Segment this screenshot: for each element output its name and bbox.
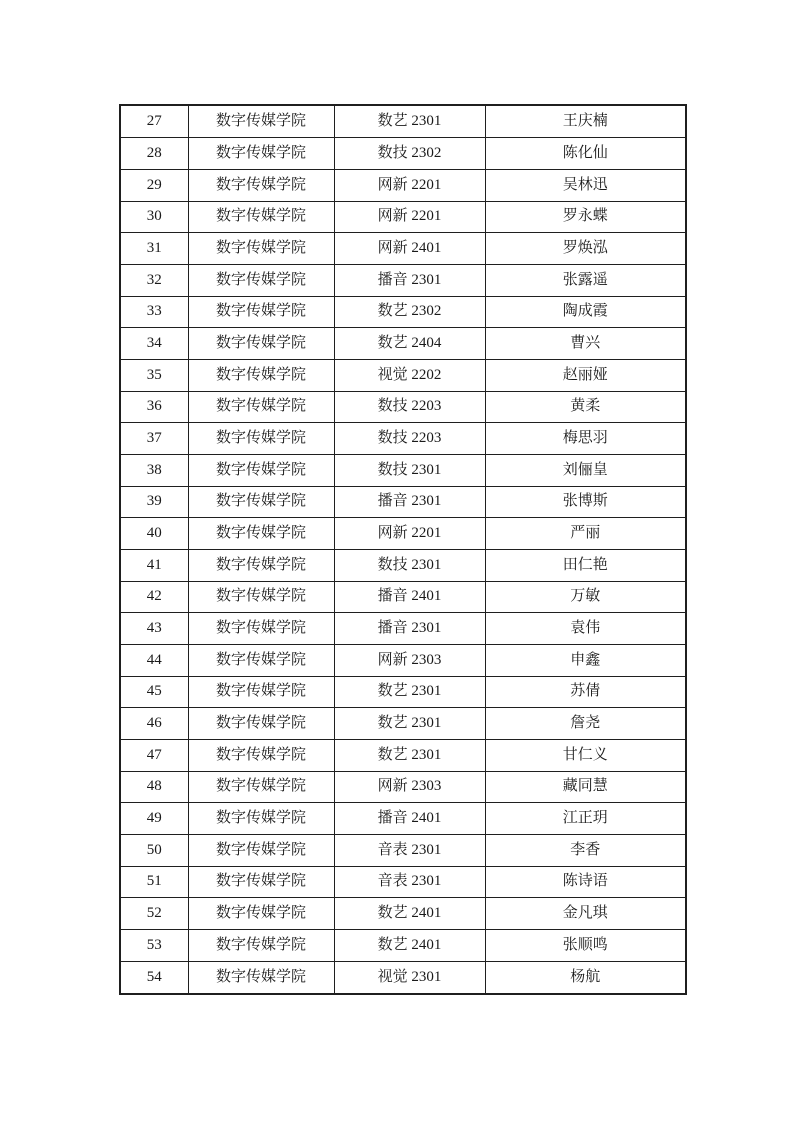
college-cell: 数字传媒学院: [188, 929, 334, 961]
table-row: [120, 676, 686, 708]
name-cell: 江正玥: [485, 803, 686, 835]
table-row: [120, 771, 686, 803]
row-number-cell: 28: [120, 138, 188, 170]
name-cell: 苏倩: [485, 676, 686, 708]
table-row: [120, 834, 686, 866]
college-cell: 数字传媒学院: [188, 296, 334, 328]
class-cell: 数技 2302: [334, 138, 485, 170]
table-row: [120, 898, 686, 930]
row-number-cell: 39: [120, 486, 188, 518]
class-cell: 播音 2301: [334, 613, 485, 645]
class-cell: 网新 2303: [334, 771, 485, 803]
row-number-cell: 38: [120, 454, 188, 486]
name-cell: 田仁艳: [485, 549, 686, 581]
college-cell: 数字传媒学院: [188, 518, 334, 550]
name-cell: 黄柔: [485, 391, 686, 423]
college-cell: 数字传媒学院: [188, 486, 334, 518]
row-number-cell: 53: [120, 929, 188, 961]
row-number-cell: 52: [120, 898, 188, 930]
class-cell: 数艺 2301: [334, 105, 485, 138]
name-cell: 赵丽娅: [485, 359, 686, 391]
row-number-cell: 36: [120, 391, 188, 423]
class-cell: 播音 2401: [334, 581, 485, 613]
college-cell: 数字传媒学院: [188, 328, 334, 360]
row-number-cell: 37: [120, 423, 188, 455]
table-row: [120, 391, 686, 423]
table-row: [120, 486, 686, 518]
row-number-cell: 35: [120, 359, 188, 391]
class-cell: 数技 2203: [334, 391, 485, 423]
class-cell: 数艺 2404: [334, 328, 485, 360]
row-number-cell: 47: [120, 739, 188, 771]
row-number-cell: 46: [120, 708, 188, 740]
college-cell: 数字传媒学院: [188, 613, 334, 645]
college-cell: 数字传媒学院: [188, 961, 334, 994]
name-cell: 张顺鸣: [485, 929, 686, 961]
name-cell: 刘俪皇: [485, 454, 686, 486]
name-cell: 曹兴: [485, 328, 686, 360]
name-cell: 陶成霞: [485, 296, 686, 328]
college-cell: 数字传媒学院: [188, 169, 334, 201]
name-cell: 金凡琪: [485, 898, 686, 930]
college-cell: 数字传媒学院: [188, 739, 334, 771]
row-number-cell: 42: [120, 581, 188, 613]
college-cell: 数字传媒学院: [188, 771, 334, 803]
class-cell: 播音 2301: [334, 486, 485, 518]
college-cell: 数字传媒学院: [188, 834, 334, 866]
name-cell: 吴林迅: [485, 169, 686, 201]
row-number-cell: 32: [120, 264, 188, 296]
college-cell: 数字传媒学院: [188, 264, 334, 296]
college-cell: 数字传媒学院: [188, 201, 334, 233]
table-row: [120, 359, 686, 391]
college-cell: 数字传媒学院: [188, 866, 334, 898]
row-number-cell: 49: [120, 803, 188, 835]
row-number-cell: 43: [120, 613, 188, 645]
row-number-cell: 31: [120, 233, 188, 265]
college-cell: 数字传媒学院: [188, 423, 334, 455]
table-row: [120, 708, 686, 740]
college-cell: 数字传媒学院: [188, 676, 334, 708]
row-number-cell: 44: [120, 644, 188, 676]
college-cell: 数字传媒学院: [188, 644, 334, 676]
name-cell: 袁伟: [485, 613, 686, 645]
table-row: [120, 549, 686, 581]
row-number-cell: 45: [120, 676, 188, 708]
row-number-cell: 30: [120, 201, 188, 233]
college-cell: 数字传媒学院: [188, 708, 334, 740]
class-cell: 网新 2201: [334, 201, 485, 233]
college-cell: 数字传媒学院: [188, 391, 334, 423]
name-cell: 藏同慧: [485, 771, 686, 803]
table-row: [120, 518, 686, 550]
name-cell: 张博斯: [485, 486, 686, 518]
class-cell: 数技 2301: [334, 549, 485, 581]
row-number-cell: 41: [120, 549, 188, 581]
row-number-cell: 33: [120, 296, 188, 328]
name-cell: 詹尧: [485, 708, 686, 740]
class-cell: 数艺 2401: [334, 929, 485, 961]
name-cell: 杨航: [485, 961, 686, 994]
table-row: [120, 929, 686, 961]
college-cell: 数字传媒学院: [188, 898, 334, 930]
row-number-cell: 29: [120, 169, 188, 201]
name-cell: 甘仁义: [485, 739, 686, 771]
class-cell: 数艺 2301: [334, 708, 485, 740]
college-cell: 数字传媒学院: [188, 138, 334, 170]
college-cell: 数字传媒学院: [188, 105, 334, 138]
class-cell: 数技 2301: [334, 454, 485, 486]
class-cell: 数艺 2301: [334, 739, 485, 771]
college-cell: 数字传媒学院: [188, 454, 334, 486]
row-number-cell: 40: [120, 518, 188, 550]
class-cell: 播音 2401: [334, 803, 485, 835]
row-number-cell: 51: [120, 866, 188, 898]
name-cell: 罗焕泓: [485, 233, 686, 265]
name-cell: 严丽: [485, 518, 686, 550]
table-row: [120, 169, 686, 201]
row-number-cell: 48: [120, 771, 188, 803]
table-body: [120, 105, 686, 994]
name-cell: 陈化仙: [485, 138, 686, 170]
class-cell: 视觉 2202: [334, 359, 485, 391]
class-cell: 数艺 2302: [334, 296, 485, 328]
class-cell: 数技 2203: [334, 423, 485, 455]
table-row: [120, 138, 686, 170]
student-roster-table: [119, 104, 687, 995]
table-row: [120, 264, 686, 296]
class-cell: 音表 2301: [334, 834, 485, 866]
name-cell: 李香: [485, 834, 686, 866]
table-row: [120, 233, 686, 265]
table-row: [120, 201, 686, 233]
table-row: [120, 803, 686, 835]
class-cell: 网新 2401: [334, 233, 485, 265]
table-row: [120, 296, 686, 328]
college-cell: 数字传媒学院: [188, 581, 334, 613]
name-cell: 陈诗语: [485, 866, 686, 898]
table-row: [120, 866, 686, 898]
table-row: [120, 644, 686, 676]
row-number-cell: 34: [120, 328, 188, 360]
table-row: [120, 105, 686, 138]
row-number-cell: 27: [120, 105, 188, 138]
name-cell: 万敏: [485, 581, 686, 613]
table-row: [120, 328, 686, 360]
table-row: [120, 454, 686, 486]
class-cell: 数艺 2301: [334, 676, 485, 708]
class-cell: 网新 2201: [334, 169, 485, 201]
row-number-cell: 50: [120, 834, 188, 866]
name-cell: 罗永蝶: [485, 201, 686, 233]
college-cell: 数字传媒学院: [188, 549, 334, 581]
college-cell: 数字传媒学院: [188, 803, 334, 835]
row-number-cell: 54: [120, 961, 188, 994]
college-cell: 数字传媒学院: [188, 359, 334, 391]
name-cell: 张露遥: [485, 264, 686, 296]
class-cell: 网新 2201: [334, 518, 485, 550]
name-cell: 梅思羽: [485, 423, 686, 455]
class-cell: 播音 2301: [334, 264, 485, 296]
class-cell: 网新 2303: [334, 644, 485, 676]
college-cell: 数字传媒学院: [188, 233, 334, 265]
class-cell: 数艺 2401: [334, 898, 485, 930]
table-row: [120, 613, 686, 645]
name-cell: 王庆楠: [485, 105, 686, 138]
name-cell: 申鑫: [485, 644, 686, 676]
class-cell: 视觉 2301: [334, 961, 485, 994]
class-cell: 音表 2301: [334, 866, 485, 898]
table-row: [120, 961, 686, 994]
table-row: [120, 581, 686, 613]
table-row: [120, 423, 686, 455]
table-row: [120, 739, 686, 771]
